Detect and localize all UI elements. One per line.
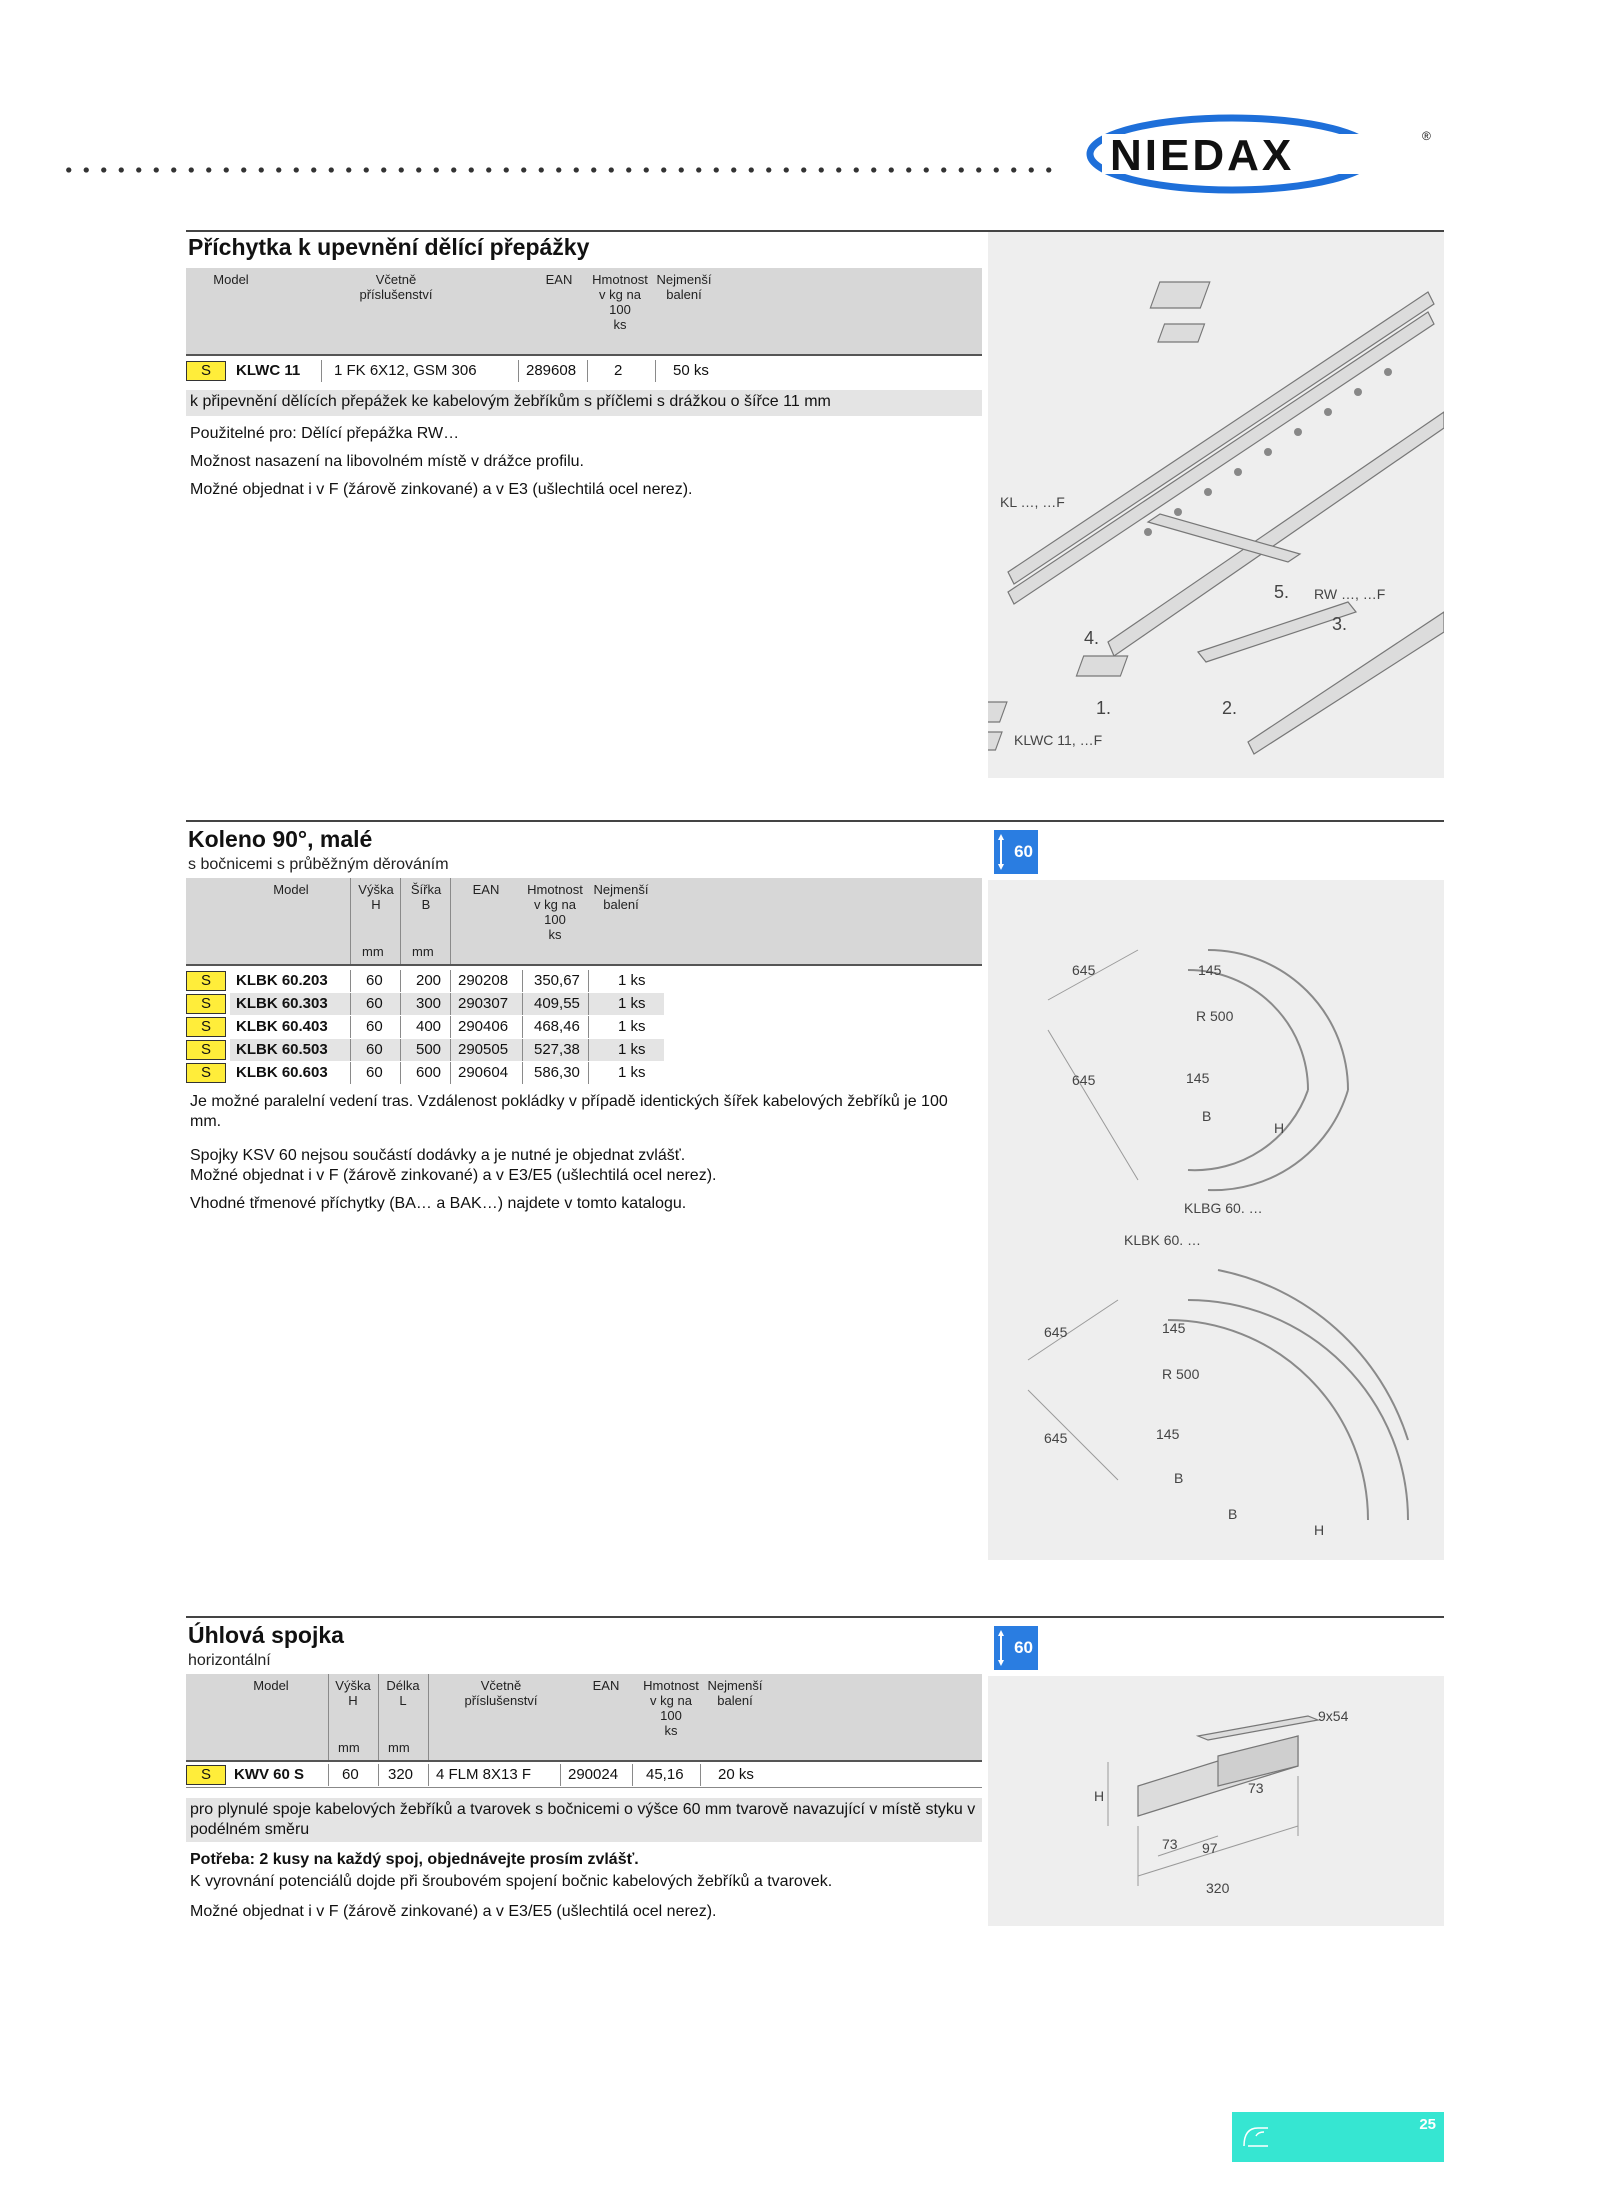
dim-b: B xyxy=(1174,1470,1184,1486)
dim-h: H xyxy=(1314,1522,1325,1538)
column-divider xyxy=(588,970,589,992)
col-weight: Hmotnost v kg na 100 ks xyxy=(643,1678,699,1738)
column-divider xyxy=(588,1062,589,1084)
width-cell: 200 xyxy=(416,972,442,989)
label-kl: KL …, …F xyxy=(1000,494,1065,510)
col-weight: Hmotnost v kg na 100 ks xyxy=(592,272,648,332)
paragraph: K vyrovnání potenciálů dojde při šroubovém spojení bočnic kabelových žebříků a tvarovek. xyxy=(190,1873,833,1890)
width-cell: 600 xyxy=(416,1064,442,1081)
weight-cell: 409,55 xyxy=(534,995,580,1012)
column-divider xyxy=(400,1062,401,1084)
column-divider xyxy=(400,993,401,1015)
table-row xyxy=(186,1016,982,1038)
weight-cell: 527,38 xyxy=(534,1041,580,1058)
table-row xyxy=(186,1039,982,1061)
dim-145: 145 xyxy=(1156,1426,1180,1442)
ean-cell: 290307 xyxy=(458,995,509,1012)
accessories-cell: 4 FLM 8X13 F xyxy=(436,1766,532,1783)
dim-73: 73 xyxy=(1162,1836,1178,1852)
dim-645: 645 xyxy=(1072,962,1096,978)
col-length: Délka L xyxy=(386,1678,420,1708)
unit-height: mm xyxy=(362,944,384,959)
dim-r500: R 500 xyxy=(1196,1008,1234,1024)
min-pack-cell: 20 ks xyxy=(718,1766,754,1783)
dim-h: H xyxy=(1094,1788,1105,1804)
min-pack-cell: 1 ks xyxy=(618,1041,646,1058)
product-illustration xyxy=(988,1676,1444,1926)
dim-145: 145 xyxy=(1186,1070,1210,1086)
label-rw: RW …, …F xyxy=(1314,586,1386,602)
unit-width: mm xyxy=(412,944,434,959)
bend-illustration xyxy=(988,880,1444,1560)
section-subtitle: horizontální xyxy=(188,1652,271,1669)
height-cell: 60 xyxy=(342,1766,359,1783)
step-2: 2. xyxy=(1222,698,1238,718)
table-row xyxy=(186,360,982,382)
dim-645: 645 xyxy=(1072,1072,1096,1088)
label-klbg: KLBG 60. … xyxy=(1184,1200,1263,1216)
product-description: k připevnění dělících přepážek ke kabelovým žebříkům s příčlemi s drážkou o šířce 11 mm xyxy=(186,390,982,416)
column-divider xyxy=(450,1062,451,1084)
column-divider xyxy=(350,1039,351,1061)
weight-cell: 45,16 xyxy=(646,1766,684,1783)
col-min-pack: Nejmenší balení xyxy=(593,882,649,912)
badge-value: 60 xyxy=(1014,842,1033,861)
width-cell: 300 xyxy=(416,995,442,1012)
paragraph: Použitelné pro: Dělící přepážka RW… xyxy=(190,425,460,442)
table-row xyxy=(186,970,982,992)
label-klwc: KLWC 11, …F xyxy=(1014,732,1103,748)
s-box: S xyxy=(186,971,226,991)
accessories-cell: 1 FK 6X12, GSM 306 xyxy=(334,362,477,379)
paragraph: Vhodné třmenové příchytky (BA… a BAK…) najdete v tomto katalogu. xyxy=(190,1195,687,1212)
section-title: Koleno 90°, malé xyxy=(188,826,373,852)
height-cell: 60 xyxy=(366,1041,383,1058)
table-header xyxy=(186,1674,982,1762)
niedax-logo xyxy=(1082,112,1442,196)
dim-b: B xyxy=(1202,1108,1212,1124)
column-divider xyxy=(522,1062,523,1084)
step-1: 1. xyxy=(1096,698,1112,718)
height-cell: 60 xyxy=(366,995,383,1012)
height-badge xyxy=(994,830,1038,874)
col-accessories: Včetně příslušenství xyxy=(464,1678,538,1708)
model-cell: KLBK 60.403 xyxy=(236,1018,328,1035)
col-weight: Hmotnost v kg na 100 ks xyxy=(527,882,583,942)
unit-height: mm xyxy=(338,1740,360,1755)
min-pack-cell: 50 ks xyxy=(673,362,709,379)
col-min-pack: Nejmenší balení xyxy=(656,272,712,302)
table-row xyxy=(186,993,982,1015)
table-header xyxy=(186,878,982,966)
dim-145: 145 xyxy=(1198,962,1222,978)
section-subtitle: s bočnicemi s průběžným děrováním xyxy=(188,856,449,873)
ean-cell: 290505 xyxy=(458,1041,509,1058)
dim-97: 97 xyxy=(1202,1840,1218,1856)
col-accessories: Včetně příslušenství xyxy=(359,272,433,302)
column-divider xyxy=(522,993,523,1015)
step-4: 4. xyxy=(1084,628,1100,648)
ean-cell: 290406 xyxy=(458,1018,509,1035)
model-cell: KLBK 60.203 xyxy=(236,972,328,989)
paragraph: Spojky KSV 60 nejsou součástí dodávky a je nutné je objednat zvlášť. xyxy=(190,1147,686,1164)
dim-9x54: 9x54 xyxy=(1318,1708,1349,1724)
product-description: pro plynulé spoje kabelových žebříků a tvarovek s bočnicemi o výšce 60 mm tvarově navazující v místě styku v podélném směru xyxy=(186,1798,982,1842)
height-arrow-icon xyxy=(998,1630,1004,1666)
col-ean: EAN xyxy=(472,882,500,897)
dim-h: H xyxy=(1274,1120,1285,1136)
table-row xyxy=(186,1062,982,1084)
weight-cell: 2 xyxy=(614,362,623,379)
column-divider xyxy=(450,993,451,1015)
dim-645: 645 xyxy=(1044,1430,1068,1446)
registered-mark: ® xyxy=(1422,129,1431,143)
col-height: Výška H xyxy=(335,1678,371,1708)
badge-value: 60 xyxy=(1014,1638,1033,1657)
dim-73: 73 xyxy=(1248,1780,1264,1796)
height-arrow-icon xyxy=(998,834,1004,870)
column-divider xyxy=(588,993,589,1015)
dim-645: 645 xyxy=(1044,1324,1068,1340)
s-box: S xyxy=(186,1063,226,1083)
paragraph: Je možné paralelní vedení tras. Vzdálenost pokládky v případě identických šířek kabelových žebříků je 100 mm. xyxy=(190,1093,948,1130)
width-cell: 500 xyxy=(416,1041,442,1058)
column-divider xyxy=(350,993,351,1015)
table-header xyxy=(186,268,982,356)
logo-text: NIEDAX xyxy=(1110,131,1295,180)
column-divider xyxy=(450,970,451,992)
weight-cell: 468,46 xyxy=(534,1018,580,1035)
ean-cell: 290208 xyxy=(458,972,509,989)
column-divider xyxy=(522,970,523,992)
step-5: 5. xyxy=(1274,582,1290,602)
column-divider xyxy=(450,1039,451,1061)
dim-320: 320 xyxy=(1206,1880,1230,1896)
model-cell: KLWC 11 xyxy=(236,362,301,379)
label-klbk: KLBK 60. … xyxy=(1124,1232,1202,1248)
column-divider xyxy=(450,1016,451,1038)
column-divider xyxy=(400,970,401,992)
min-pack-cell: 1 ks xyxy=(618,995,646,1012)
s-box: S xyxy=(186,361,226,381)
column-divider xyxy=(522,1039,523,1061)
page-number: 25 xyxy=(1419,2116,1436,2133)
model-cell: KLBK 60.503 xyxy=(236,1041,328,1058)
bend-outline-icon xyxy=(1240,2122,1272,2152)
unit-length: mm xyxy=(388,1740,410,1755)
product-illustration xyxy=(988,880,1444,1560)
s-box: S xyxy=(186,1765,226,1785)
length-cell: 320 xyxy=(388,1766,414,1783)
weight-cell: 586,30 xyxy=(534,1064,580,1081)
dim-r500: R 500 xyxy=(1162,1366,1200,1382)
s-box: S xyxy=(186,994,226,1014)
section-rule xyxy=(186,820,1444,822)
min-pack-cell: 1 ks xyxy=(618,972,646,989)
height-cell: 60 xyxy=(366,972,383,989)
section-title: Úhlová spojka xyxy=(188,1622,344,1648)
model-cell: KWV 60 S xyxy=(234,1766,305,1783)
section-title: Příchytka k upevnění dělící přepážky xyxy=(188,234,590,260)
col-ean: EAN xyxy=(592,1678,620,1693)
min-pack-cell: 1 ks xyxy=(618,1064,646,1081)
ean-cell: 289608 xyxy=(526,362,577,379)
col-ean: EAN xyxy=(545,272,573,287)
page-tab xyxy=(1232,2112,1444,2162)
col-model: Model xyxy=(273,882,309,897)
col-model: Model xyxy=(213,272,249,287)
paragraph: Možné objednat i v F (žárově zinkované) a v E3/E5 (ušlechtilá ocel nerez). xyxy=(190,1167,717,1184)
product-illustration xyxy=(988,232,1444,778)
min-pack-cell: 1 ks xyxy=(618,1018,646,1035)
section-rule xyxy=(186,1616,1444,1618)
weight-cell: 350,67 xyxy=(534,972,580,989)
col-min-pack: Nejmenší balení xyxy=(707,1678,763,1708)
width-cell: 400 xyxy=(416,1018,442,1035)
column-divider xyxy=(400,1016,401,1038)
col-width: Šířka B xyxy=(410,882,442,912)
paragraph-bold: Potřeba: 2 kusy na každý spoj, objednávejte prosím zvlášť. xyxy=(190,1851,639,1868)
paragraph: Možné objednat i v F (žárově zinkované) a v E3/E5 (ušlechtilá ocel nerez). xyxy=(190,1903,717,1920)
dim-b: B xyxy=(1228,1506,1238,1522)
model-cell: KLBK 60.303 xyxy=(236,995,328,1012)
column-divider xyxy=(588,1016,589,1038)
s-box: S xyxy=(186,1040,226,1060)
ean-cell: 290604 xyxy=(458,1064,509,1081)
model-cell: KLBK 60.603 xyxy=(236,1064,328,1081)
paragraph: Možnost nasazení na libovolném místě v drážce profilu. xyxy=(190,453,584,470)
dotted-leader xyxy=(60,166,1060,174)
ean-cell: 290024 xyxy=(568,1766,619,1783)
col-height: Výška H xyxy=(358,882,394,912)
dim-145: 145 xyxy=(1162,1320,1186,1336)
column-divider xyxy=(400,1039,401,1061)
paragraph: Možné objednat i v F (žárově zinkované) a v E3 (ušlechtilá ocel nerez). xyxy=(190,481,693,498)
column-divider xyxy=(350,1062,351,1084)
column-divider xyxy=(522,1016,523,1038)
step-3: 3. xyxy=(1332,614,1348,634)
column-divider xyxy=(350,970,351,992)
column-divider xyxy=(588,1039,589,1061)
height-cell: 60 xyxy=(366,1018,383,1035)
column-divider xyxy=(350,1016,351,1038)
table-row xyxy=(186,1764,982,1786)
height-badge xyxy=(994,1626,1038,1670)
s-box: S xyxy=(186,1017,226,1037)
col-model: Model xyxy=(253,1678,289,1693)
height-cell: 60 xyxy=(366,1064,383,1081)
